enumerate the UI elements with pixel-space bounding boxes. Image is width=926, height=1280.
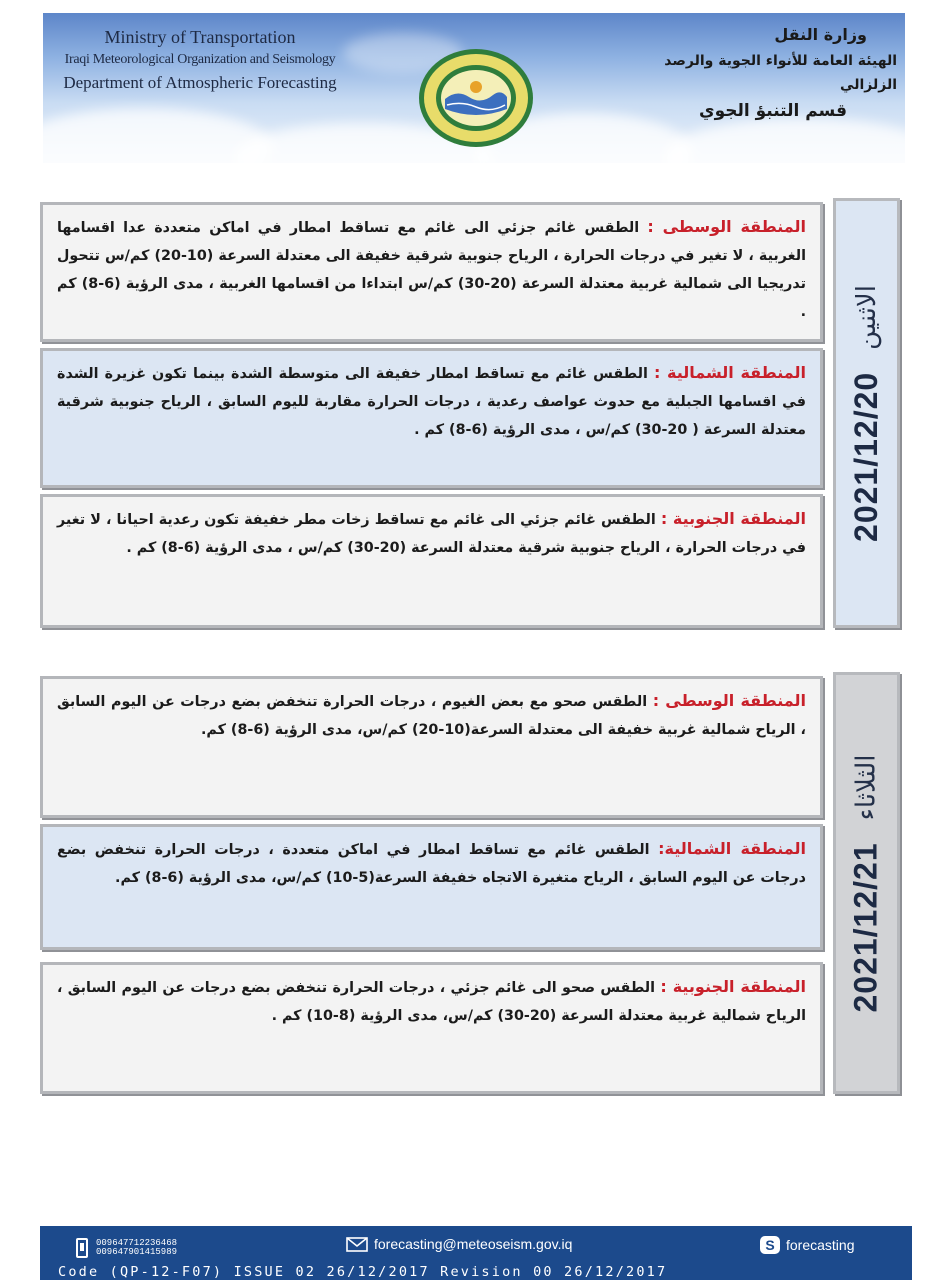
region-forecast-text: الطقس صحو الى غائم جزئي ، درجات الحرارة تنخفض بضع درجات عن اليوم السابق ، الرياح شمالية غربية معتدلة السرعة (20-30) كم/س، مدى الرؤية (8-10) كم .: [57, 980, 806, 1024]
envelope-icon: [346, 1237, 368, 1252]
header-banner: [43, 13, 905, 163]
region-name: المنطقة الوسطى :: [647, 217, 806, 236]
region-name: المنطقة الشمالية:: [658, 839, 807, 858]
region-forecast-text: الطقس غائم جزئي الى غائم مع تساقط زخات مطر خفيفة تكون رعدية احيانا ، لا تغير في درجات الحرارة ، الرياح جنوبية شرقية معتدلة السرعة (20-30) كم/س ، مدى الرؤية (6-8) كم .: [57, 512, 806, 556]
email-contact[interactable]: [346, 1236, 572, 1252]
region-name: المنطقة الشمالية :: [653, 363, 807, 382]
date-tab-day-1: [833, 198, 900, 628]
ministry-name-ar: وزارة النقل: [774, 25, 867, 44]
organization-name-ar: الهيئة العامة للأنواء الجوية والرصد الزلزالي: [664, 53, 897, 93]
phone-icon: [76, 1238, 88, 1258]
organization-logo: [417, 47, 535, 149]
email-address[interactable]: forecasting@meteoseism.gov.iq: [374, 1236, 573, 1252]
date-tab-day-2: [833, 672, 900, 1094]
region-central-day-1: [40, 202, 823, 342]
ministry-name-en: Ministry of Transportation: [104, 27, 296, 47]
region-forecast-text: الطقس غائم مع تساقط امطار خفيفة الى متوسطة الشدة بينما تكون غزيرة الشدة في اقسامها الجبلية مع حدوث عواصف رعدية ، درجات الحرارة مقاربة لليوم السابق ، الرياح جنوبية شرقية معتدلة السرعة ( 20-30) كم/س ، مدى الرؤية (6-8) كم .: [57, 366, 806, 438]
forecast-weekday: الاثنين: [851, 284, 882, 350]
phone-number-2: 009647901415989: [96, 1247, 178, 1257]
region-name: المنطقة الجنوبية :: [660, 509, 806, 528]
organization-name-en: Iraqi Meteorological Organization and Seismology: [64, 52, 336, 67]
region-south-day-1: [40, 494, 823, 628]
header-english-block: [55, 25, 345, 95]
region-north-day-1: [40, 348, 823, 488]
day-group-1: [40, 198, 900, 628]
skype-icon: S: [760, 1236, 780, 1254]
region-name: المنطقة الجنوبية :: [660, 977, 806, 996]
phone-contacts: [76, 1238, 177, 1258]
document-code-line: Code (QP-12-F07) ISSUE 02 26/12/2017 Revision 00 26/12/2017: [58, 1264, 668, 1280]
region-name: المنطقة الوسطى :: [652, 691, 807, 710]
region-forecast-text: الطقس غائم جزئي الى غائم مع تساقط امطار في اماكن متعددة عدا اقسامها الغربية ، لا تغير في درجات الحرارة ، الرياح جنوبية شرقية خفيفة الى معتدلة السرعة (10-20) كم/س تتحول تدريجيا الى شمالية غربية معتدلة السرعة (20-30) كم/س ابتداءا من اقسامها الغربية ، مدى الرؤية (6-8) كم .: [57, 220, 807, 320]
skype-contact[interactable]: [760, 1236, 854, 1254]
skype-handle[interactable]: forecasting: [786, 1237, 855, 1253]
department-name-en: Department of Atmospheric Forecasting: [63, 73, 337, 92]
region-forecast-text: الطقس غائم مع تساقط امطار في اماكن متعددة ، درجات الحرارة تنخفض بضع درجات عن اليوم السابق ، الرياح متغيرة الاتجاه خفيفة السرعة(5-10) كم/س، مدى الرؤية (6-8) كم.: [57, 842, 806, 886]
forecast-weekday: الثلاثاء: [851, 753, 882, 820]
region-forecast-text: الطقس صحو مع بعض الغيوم ، درجات الحرارة تنخفض بضع درجات عن اليوم السابق ، الرياح شمالية غربية خفيفة الى معتدلة السرعة(10-20) كم/س، مدى الرؤية (6-8) كم.: [57, 694, 806, 738]
footer-bar: [40, 1226, 912, 1280]
forecast-date: 2021/12/20: [848, 371, 884, 542]
region-north-day-2: [40, 824, 823, 950]
day-group-2: [40, 672, 900, 1094]
region-central-day-2: [40, 676, 823, 818]
department-name-ar: قسم التنبؤ الجوي: [699, 101, 847, 121]
phone-number-1: 009647712236468: [96, 1238, 178, 1248]
region-south-day-2: [40, 962, 823, 1094]
forecast-date: 2021/12/21: [848, 841, 885, 1013]
header-arabic-block: [607, 21, 897, 125]
